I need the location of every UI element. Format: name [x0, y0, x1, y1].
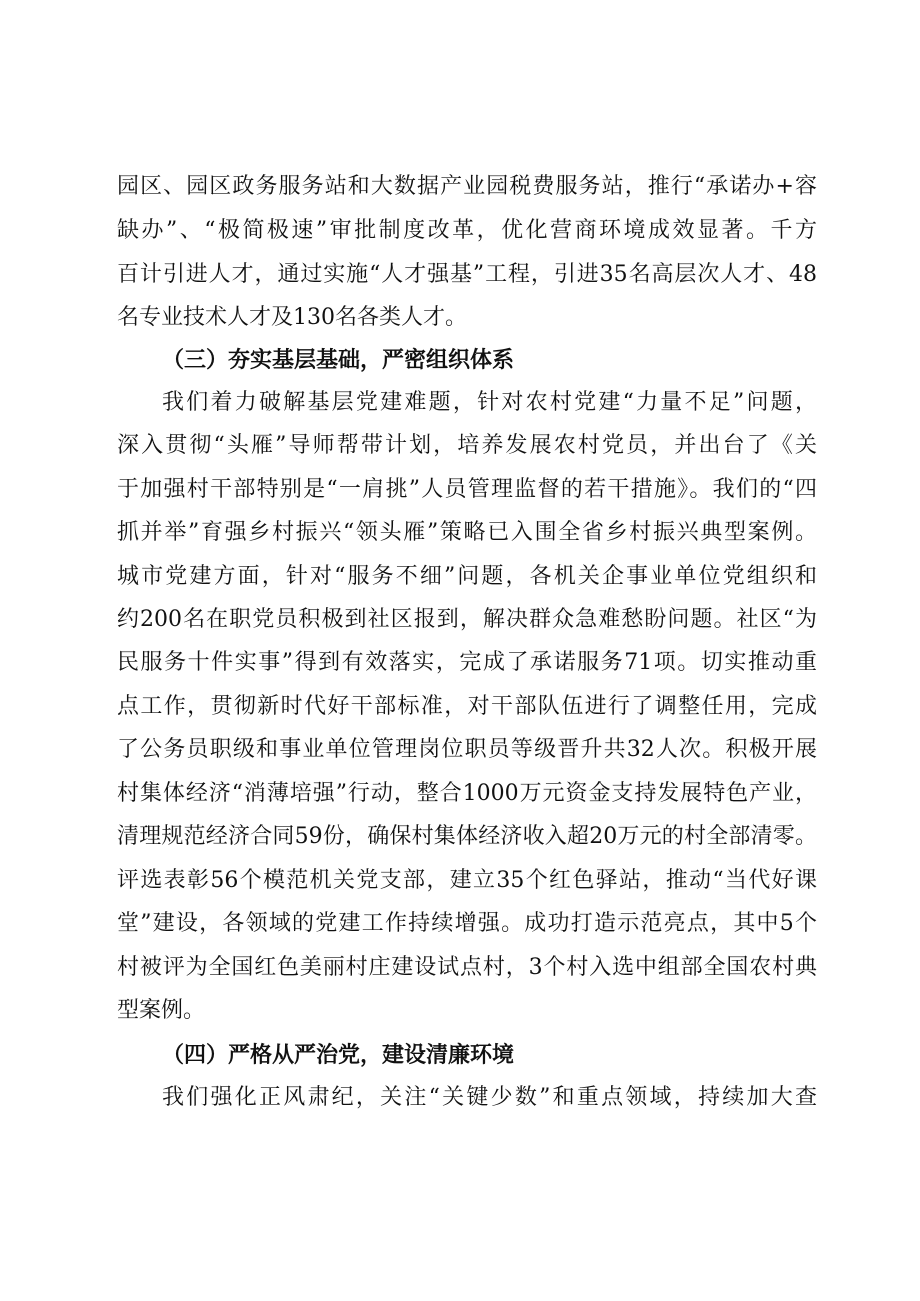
section-heading-4: （四）严格从严治党，建设清廉环境 — [162, 1042, 515, 1068]
paragraph-line: 评选表彰56个模范机关党支部，建立35个红色驿站，推动“当代好课 — [117, 868, 817, 893]
paragraph-line: 园区、园区政务服务站和大数据产业园税费服务站，推行“承诺办+容 — [117, 174, 817, 199]
paragraph-line: 型案例。 — [117, 998, 206, 1023]
paragraph-line: 缺办”、“极简极速”审批制度改革，优化营商环境成效显著。千方 — [117, 218, 817, 243]
paragraph-line: 于加强村干部特别是“一肩挑”人员管理监督的若干措施》。我们的“四 — [117, 477, 817, 502]
paragraph-line: 村被评为全国红色美丽村庄建设试点村，3个村入选中组部全国农村典 — [117, 955, 817, 980]
paragraph-line: 抓并举”育强乡村振兴“领头雁”策略已入围全省乡村振兴典型案例。 — [117, 520, 817, 545]
paragraph-line: 约200名在职党员积极到社区报到，解决群众急难愁盼问题。社区“为 — [117, 607, 817, 632]
paragraph-line: 百计引进人才，通过实施“人才强基”工程，引进35名高层次人才、48 — [117, 262, 817, 287]
paragraph-line: 名专业技术人才及130名各类人才。 — [117, 305, 467, 330]
paragraph-line: 城市党建方面，针对“服务不细”问题，各机关企事业单位党组织和 — [117, 564, 817, 589]
paragraph-line: 深入贯彻“头雁”导师帮带计划，培养发展农村党员，并出台了《关 — [117, 433, 817, 458]
paragraph-line: 我们强化正风肃纪，关注“关键少数”和重点领域，持续加大查 — [162, 1085, 817, 1110]
paragraph-line: 我们着力破解基层党建难题，针对农村党建“力量不足”问题， — [162, 390, 817, 415]
paragraph-line: 堂”建设，各领域的党建工作持续增强。成功打造示范亮点，其中5个 — [117, 911, 817, 936]
section-heading-3: （三）夯实基层基础，严密组织体系 — [162, 347, 515, 373]
paragraph-line: 民服务十件实事”得到有效落实，完成了承诺服务71项。切实推动重 — [117, 650, 817, 675]
paragraph-line: 清理规范经济合同59份，确保村集体经济收入超20万元的村全部清零。 — [117, 824, 817, 849]
paragraph-line: 点工作，贯彻新时代好干部标准，对干部队伍进行了调整任用，完成 — [117, 694, 817, 719]
paragraph-line: 村集体经济“消薄培强”行动，整合1000万元资金支持发展特色产业， — [117, 781, 817, 806]
paragraph-line: 了公务员职级和事业单位管理岗位职员等级晋升共32人次。积极开展 — [117, 737, 817, 762]
